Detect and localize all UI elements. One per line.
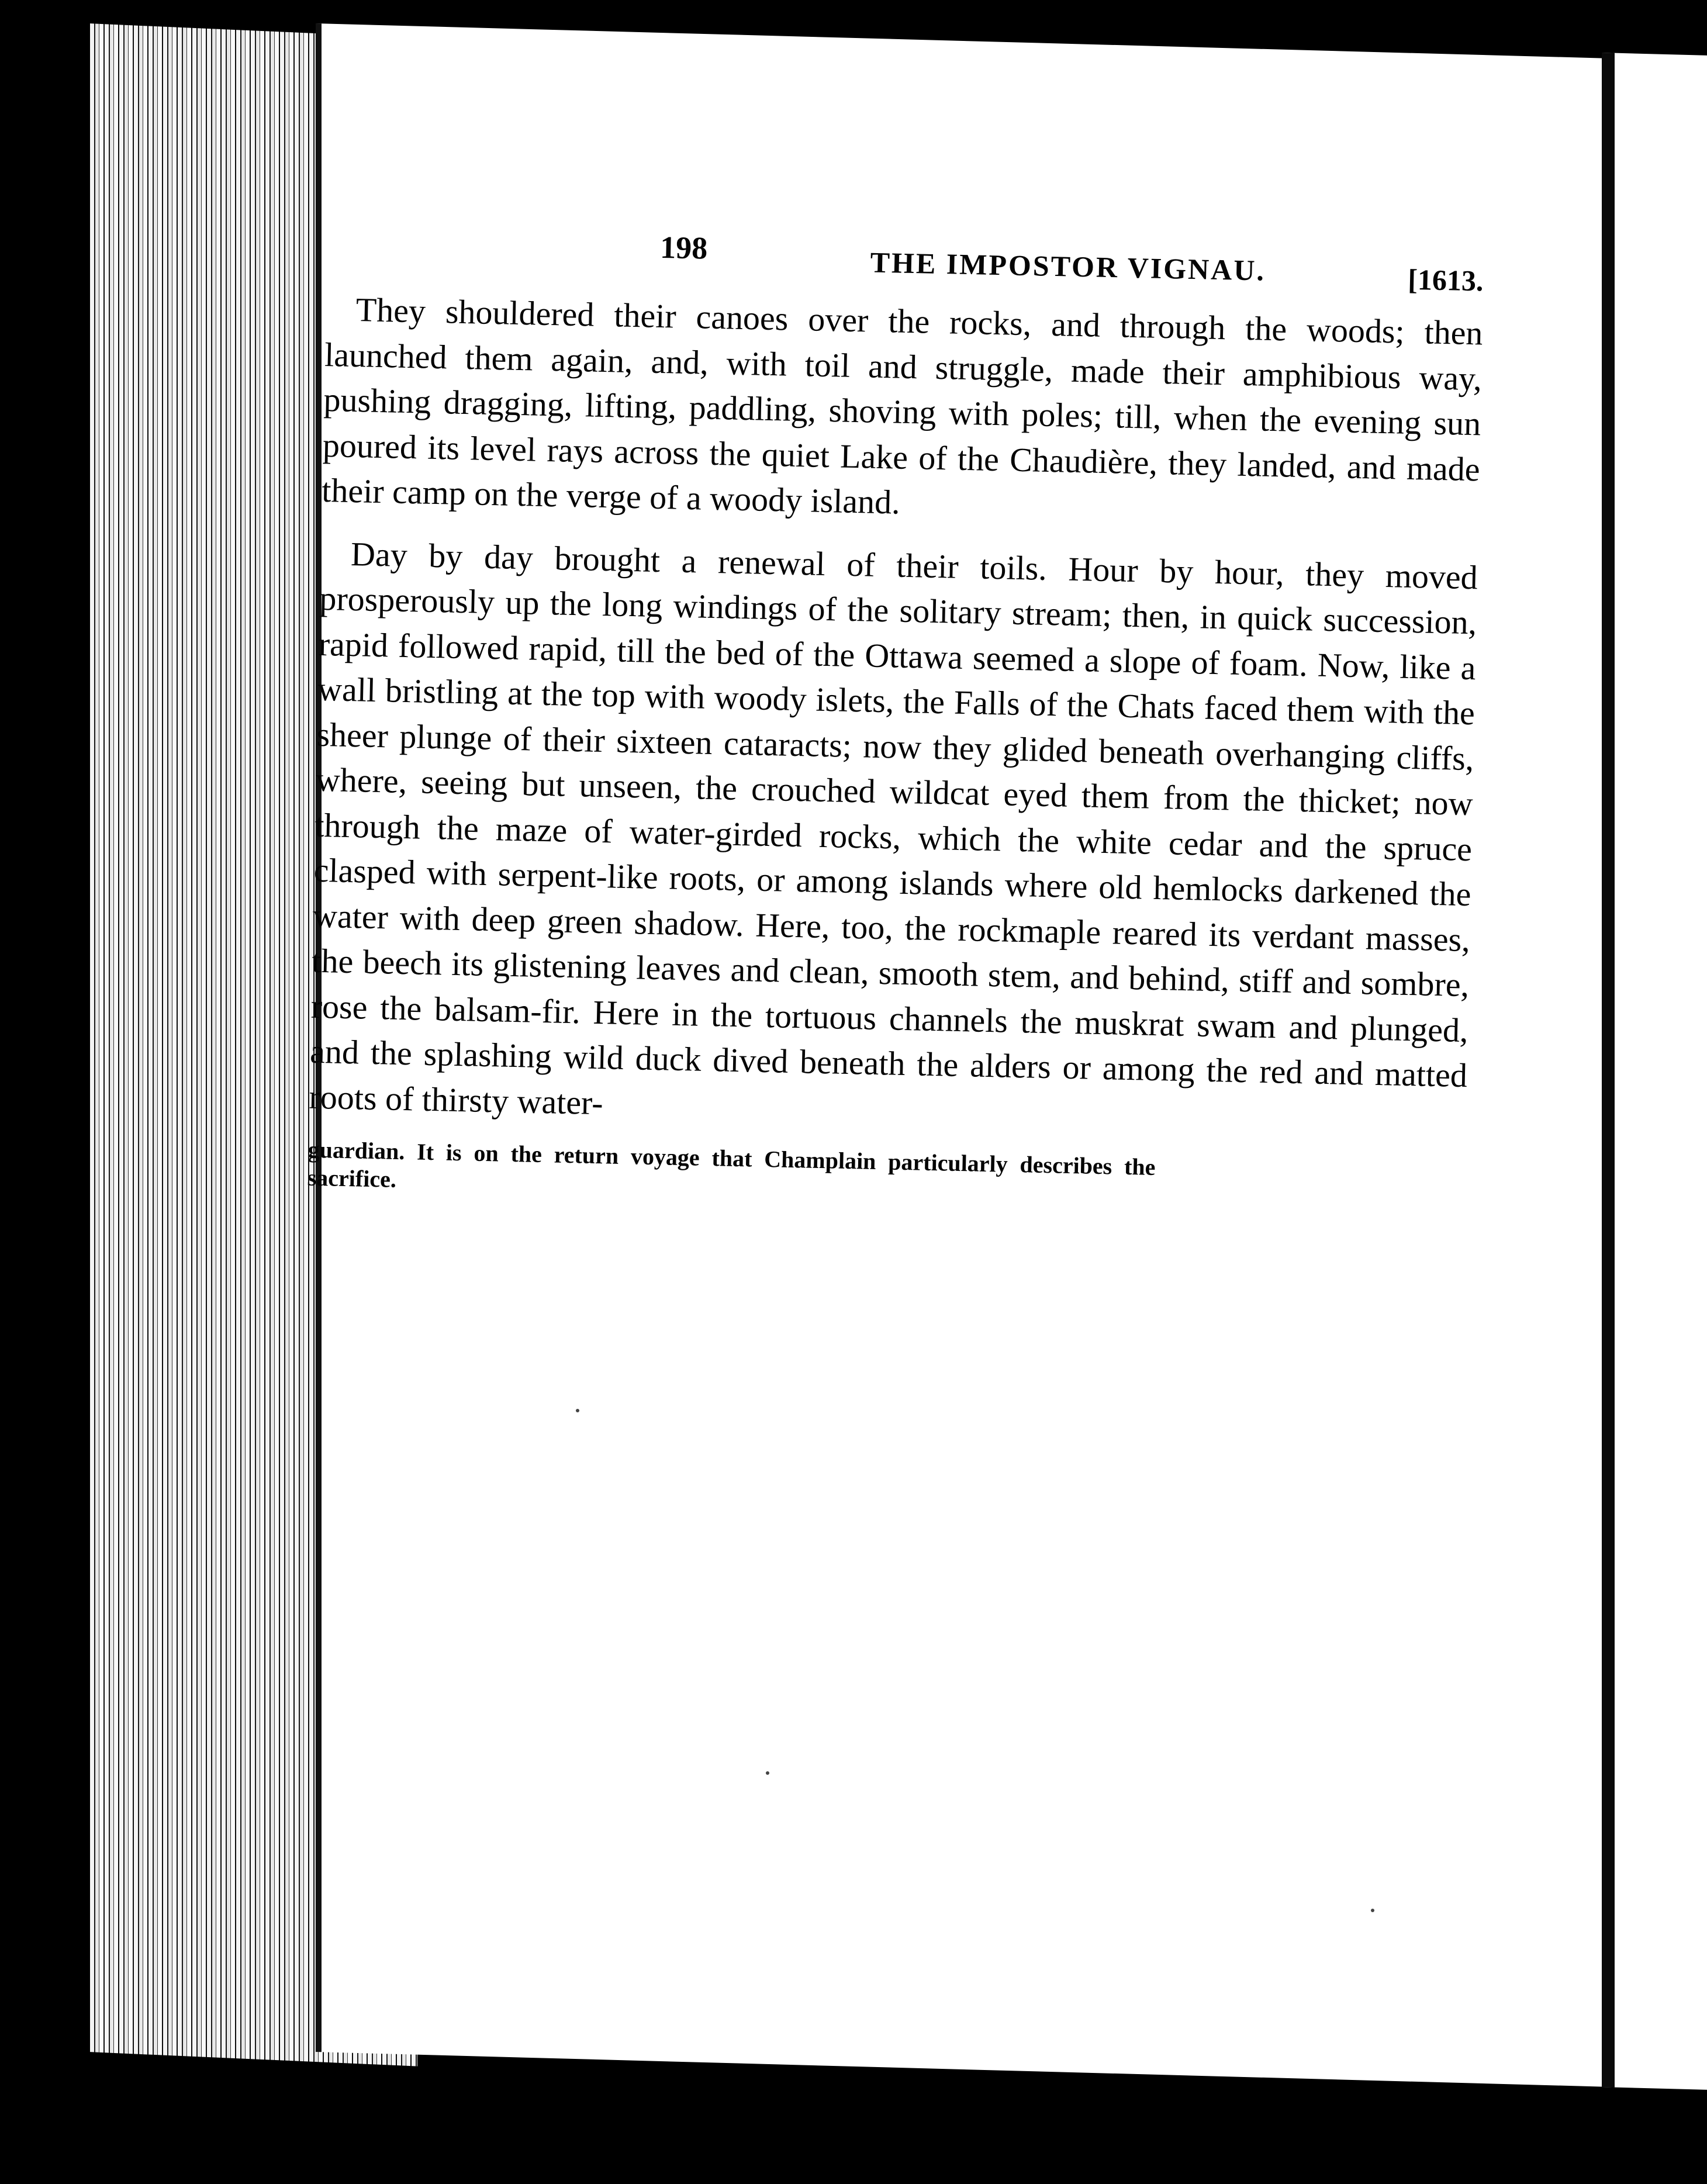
paragraph: They shouldered their canoes over the rocks, and through the woods; then launched them again, and, with toil and struggle, made their amphibious way, pushing dragging, lifting, paddling, shoving with poles; till, when the evening sun poured its level rays across the quiet Lake of the Chaudière, they landed, and made their camp on the verge of a woody island. [321,291,1484,521]
speck [576,1409,579,1412]
running-year: [1613. [1407,262,1484,298]
facing-page-edge [1602,53,1707,2090]
running-title: THE IMPOSTOR VIGNAU. [870,246,1266,287]
paragraph: Day by day brought a renewal of their toils. Hour by hour, they moved prosperously up the long windings of the solitary stream; then, in quick succession, rapid followed rapid, till the bed of the Ottawa seemed a slope of foam. Now, like a wall bristling at the top with woody islets, the Falls of the Chats faced them with the sheer plunge of their sixteen cataracts; now they glided beneath overhanging cliffs, where, seeing but unseen, the crouched wildcat eyed them from the thicket; now through the maze of water-girded rocks, which the white cedar and the spruce clasped with serpent-like roots, or among islands where old hemlocks darkened the water with deep green shadow. Here, too, the rockmaple reared its verdant masses, the beech its glistening leaves and clean, smooth stem, and behind, stiff and sombre, rose the balsam-fir. Here in the tortuous channels the muskrat swam and plunged, and the splashing wild duck dived beneath the alders or among the red and matted roots of thirsty water- [308,534,1478,1122]
page-number: 198 [659,229,708,266]
body-text [307,286,1483,1216]
speck [766,1771,769,1775]
speck [1371,1909,1374,1912]
footnote: guardian. It is on the return voyage that Champlain particularly describes the sacrifice. [307,1136,1156,1193]
